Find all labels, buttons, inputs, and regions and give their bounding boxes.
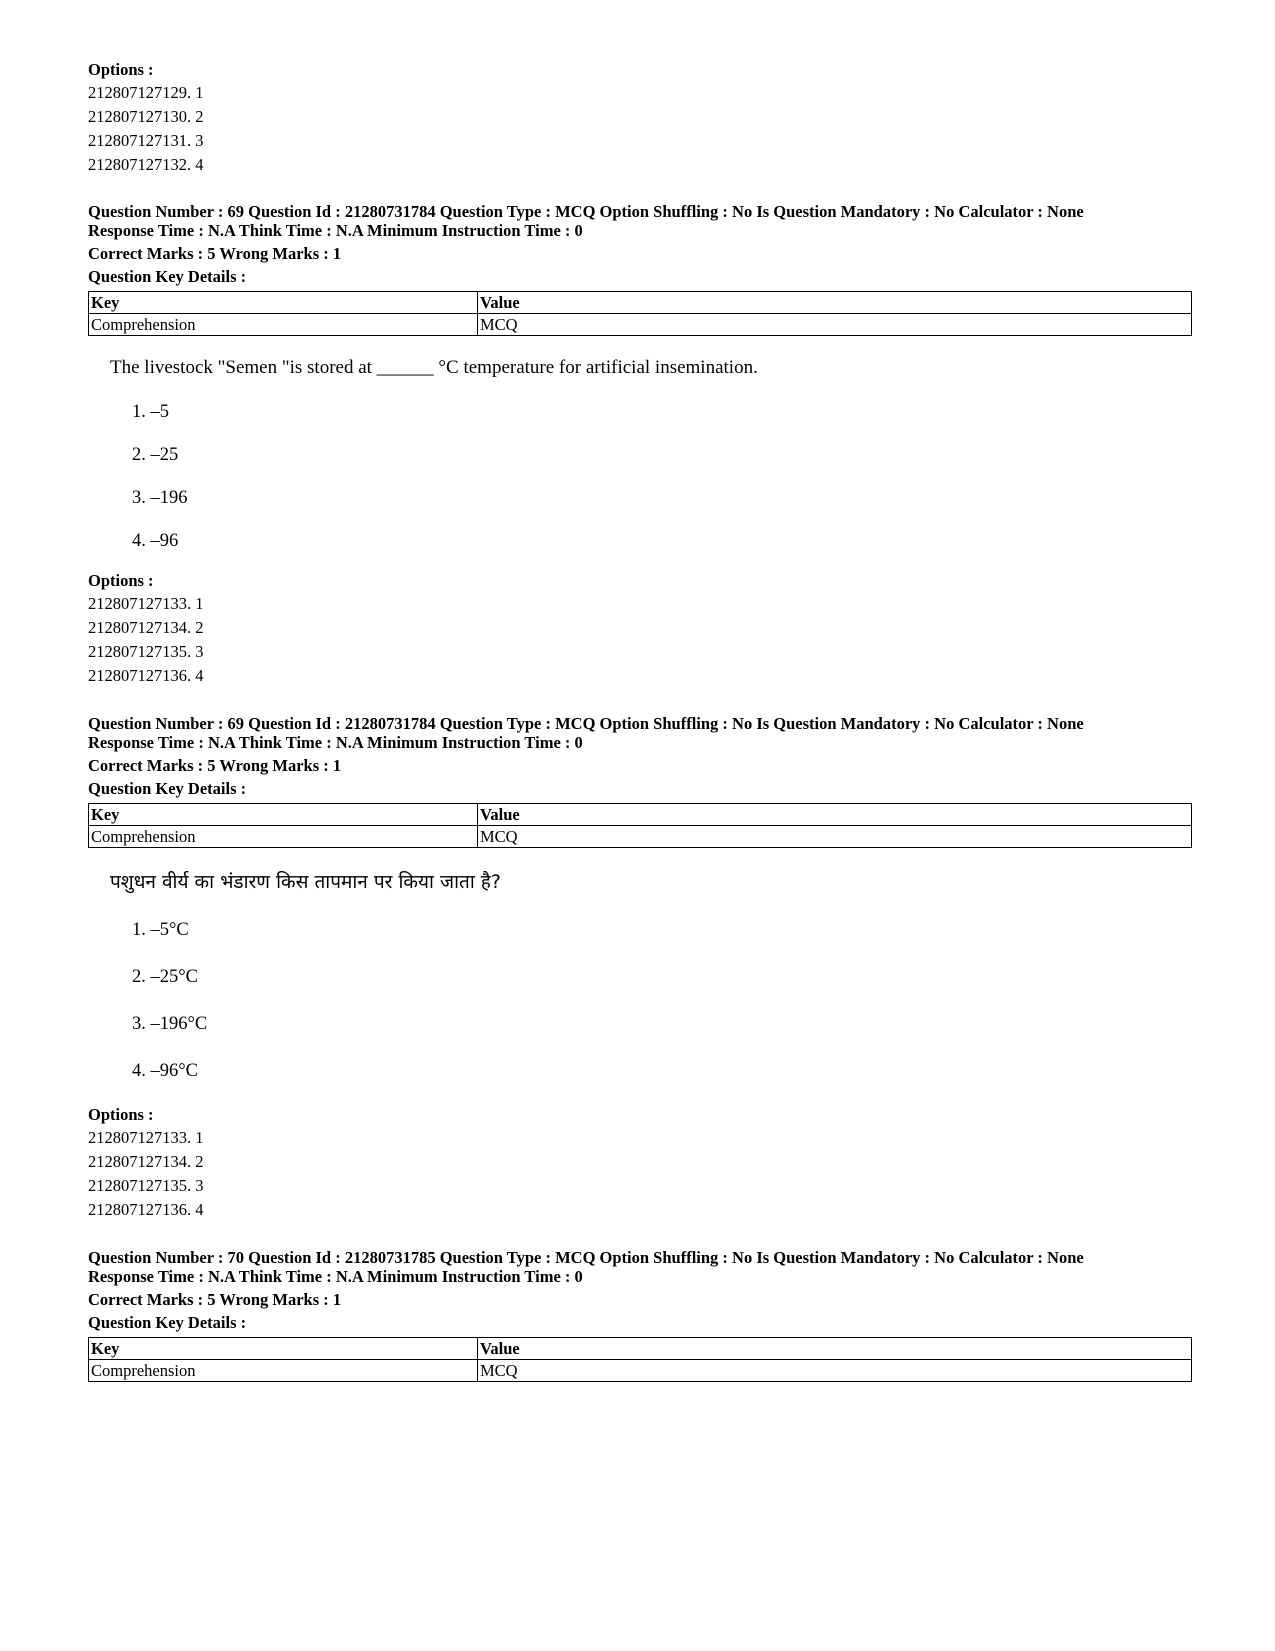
answer-choice: 2. –25 (132, 445, 179, 465)
table-cell-key: Comprehension (89, 826, 478, 848)
option-id: 212807127129. 1 (88, 83, 204, 102)
options-block-top (88, 58, 1192, 177)
table-cell-value: MCQ (478, 314, 1192, 336)
answer-choice: 1. –5°C (132, 920, 189, 940)
table-header-row (89, 804, 1192, 826)
option-id: 212807127136. 4 (88, 1200, 204, 1219)
options-label: Options : (88, 60, 154, 79)
key-details-label: Question Key Details : (88, 267, 247, 286)
option-id: 212807127132. 4 (88, 155, 204, 174)
options-label: Options : (88, 1105, 154, 1124)
answer-choice: 1. –5 (132, 402, 169, 422)
key-details-label: Question Key Details : (88, 779, 247, 798)
table-row (89, 826, 1192, 848)
question-header-line1: Question Number : 70 Question Id : 21280731785 Question Type : MCQ Option Shuffling : No Is Question Mandatory : No Calculator : None (88, 1248, 1084, 1267)
table-cell-key: Comprehension (89, 314, 478, 336)
option-id: 212807127134. 2 (88, 618, 204, 637)
table-cell-value: MCQ (478, 826, 1192, 848)
table-row (89, 314, 1192, 336)
option-id: 212807127136. 4 (88, 666, 204, 685)
marks-line: Correct Marks : 5 Wrong Marks : 1 (88, 1290, 342, 1309)
table-header-value: Value (478, 292, 1192, 314)
answer-choice: 4. –96°C (132, 1061, 198, 1081)
table-header-key: Key (89, 804, 478, 826)
option-id: 212807127131. 3 (88, 131, 204, 150)
option-id: 212807127135. 3 (88, 1176, 204, 1195)
options-label: Options : (88, 571, 154, 590)
key-details-label: Question Key Details : (88, 1313, 247, 1332)
question-content (110, 870, 501, 1083)
table-cell-value: MCQ (478, 1360, 1192, 1382)
question-header-line1: Question Number : 69 Question Id : 21280731784 Question Type : MCQ Option Shuffling : No Is Question Mandatory : No Calculator : None (88, 202, 1084, 221)
question-header-block (88, 202, 1192, 336)
question-header-line2: Response Time : N.A Think Time : N.A Minimum Instruction Time : 0 (88, 733, 583, 752)
option-id: 212807127135. 3 (88, 642, 204, 661)
options-block (88, 1103, 1192, 1222)
question-header-block (88, 714, 1192, 848)
table-header-key: Key (89, 292, 478, 314)
table-header-value: Value (478, 804, 1192, 826)
answer-choice: 3. –196 (132, 488, 188, 508)
option-id: 212807127133. 1 (88, 1128, 204, 1147)
table-header-row (89, 1338, 1192, 1360)
option-id: 212807127134. 2 (88, 1152, 204, 1171)
marks-line: Correct Marks : 5 Wrong Marks : 1 (88, 756, 342, 775)
key-details-table (88, 1337, 1192, 1382)
question-text: The livestock "Semen "is stored at ______ °C temperature for artificial insemination. (110, 357, 758, 378)
option-id: 212807127130. 2 (88, 107, 204, 126)
marks-line: Correct Marks : 5 Wrong Marks : 1 (88, 244, 342, 263)
key-details-table (88, 291, 1192, 336)
question-content (110, 356, 758, 553)
question-header-line1: Question Number : 69 Question Id : 21280731784 Question Type : MCQ Option Shuffling : No Is Question Mandatory : No Calculator : None (88, 714, 1084, 733)
table-row (89, 1360, 1192, 1382)
table-header-key: Key (89, 1338, 478, 1360)
question-header-block (88, 1248, 1192, 1382)
question-text: पशुधन वीर्य का भंडारण किस तापमान पर किया जाता है? (110, 871, 501, 893)
table-header-value: Value (478, 1338, 1192, 1360)
answer-choice: 4. –96 (132, 531, 179, 551)
question-header-line2: Response Time : N.A Think Time : N.A Minimum Instruction Time : 0 (88, 1267, 583, 1286)
table-cell-key: Comprehension (89, 1360, 478, 1382)
key-details-table (88, 803, 1192, 848)
options-block (88, 569, 1192, 688)
answer-choice: 2. –25°C (132, 967, 198, 987)
question-header-line2: Response Time : N.A Think Time : N.A Minimum Instruction Time : 0 (88, 221, 583, 240)
answer-choice: 3. –196°C (132, 1014, 208, 1034)
table-header-row (89, 292, 1192, 314)
option-id: 212807127133. 1 (88, 594, 204, 613)
